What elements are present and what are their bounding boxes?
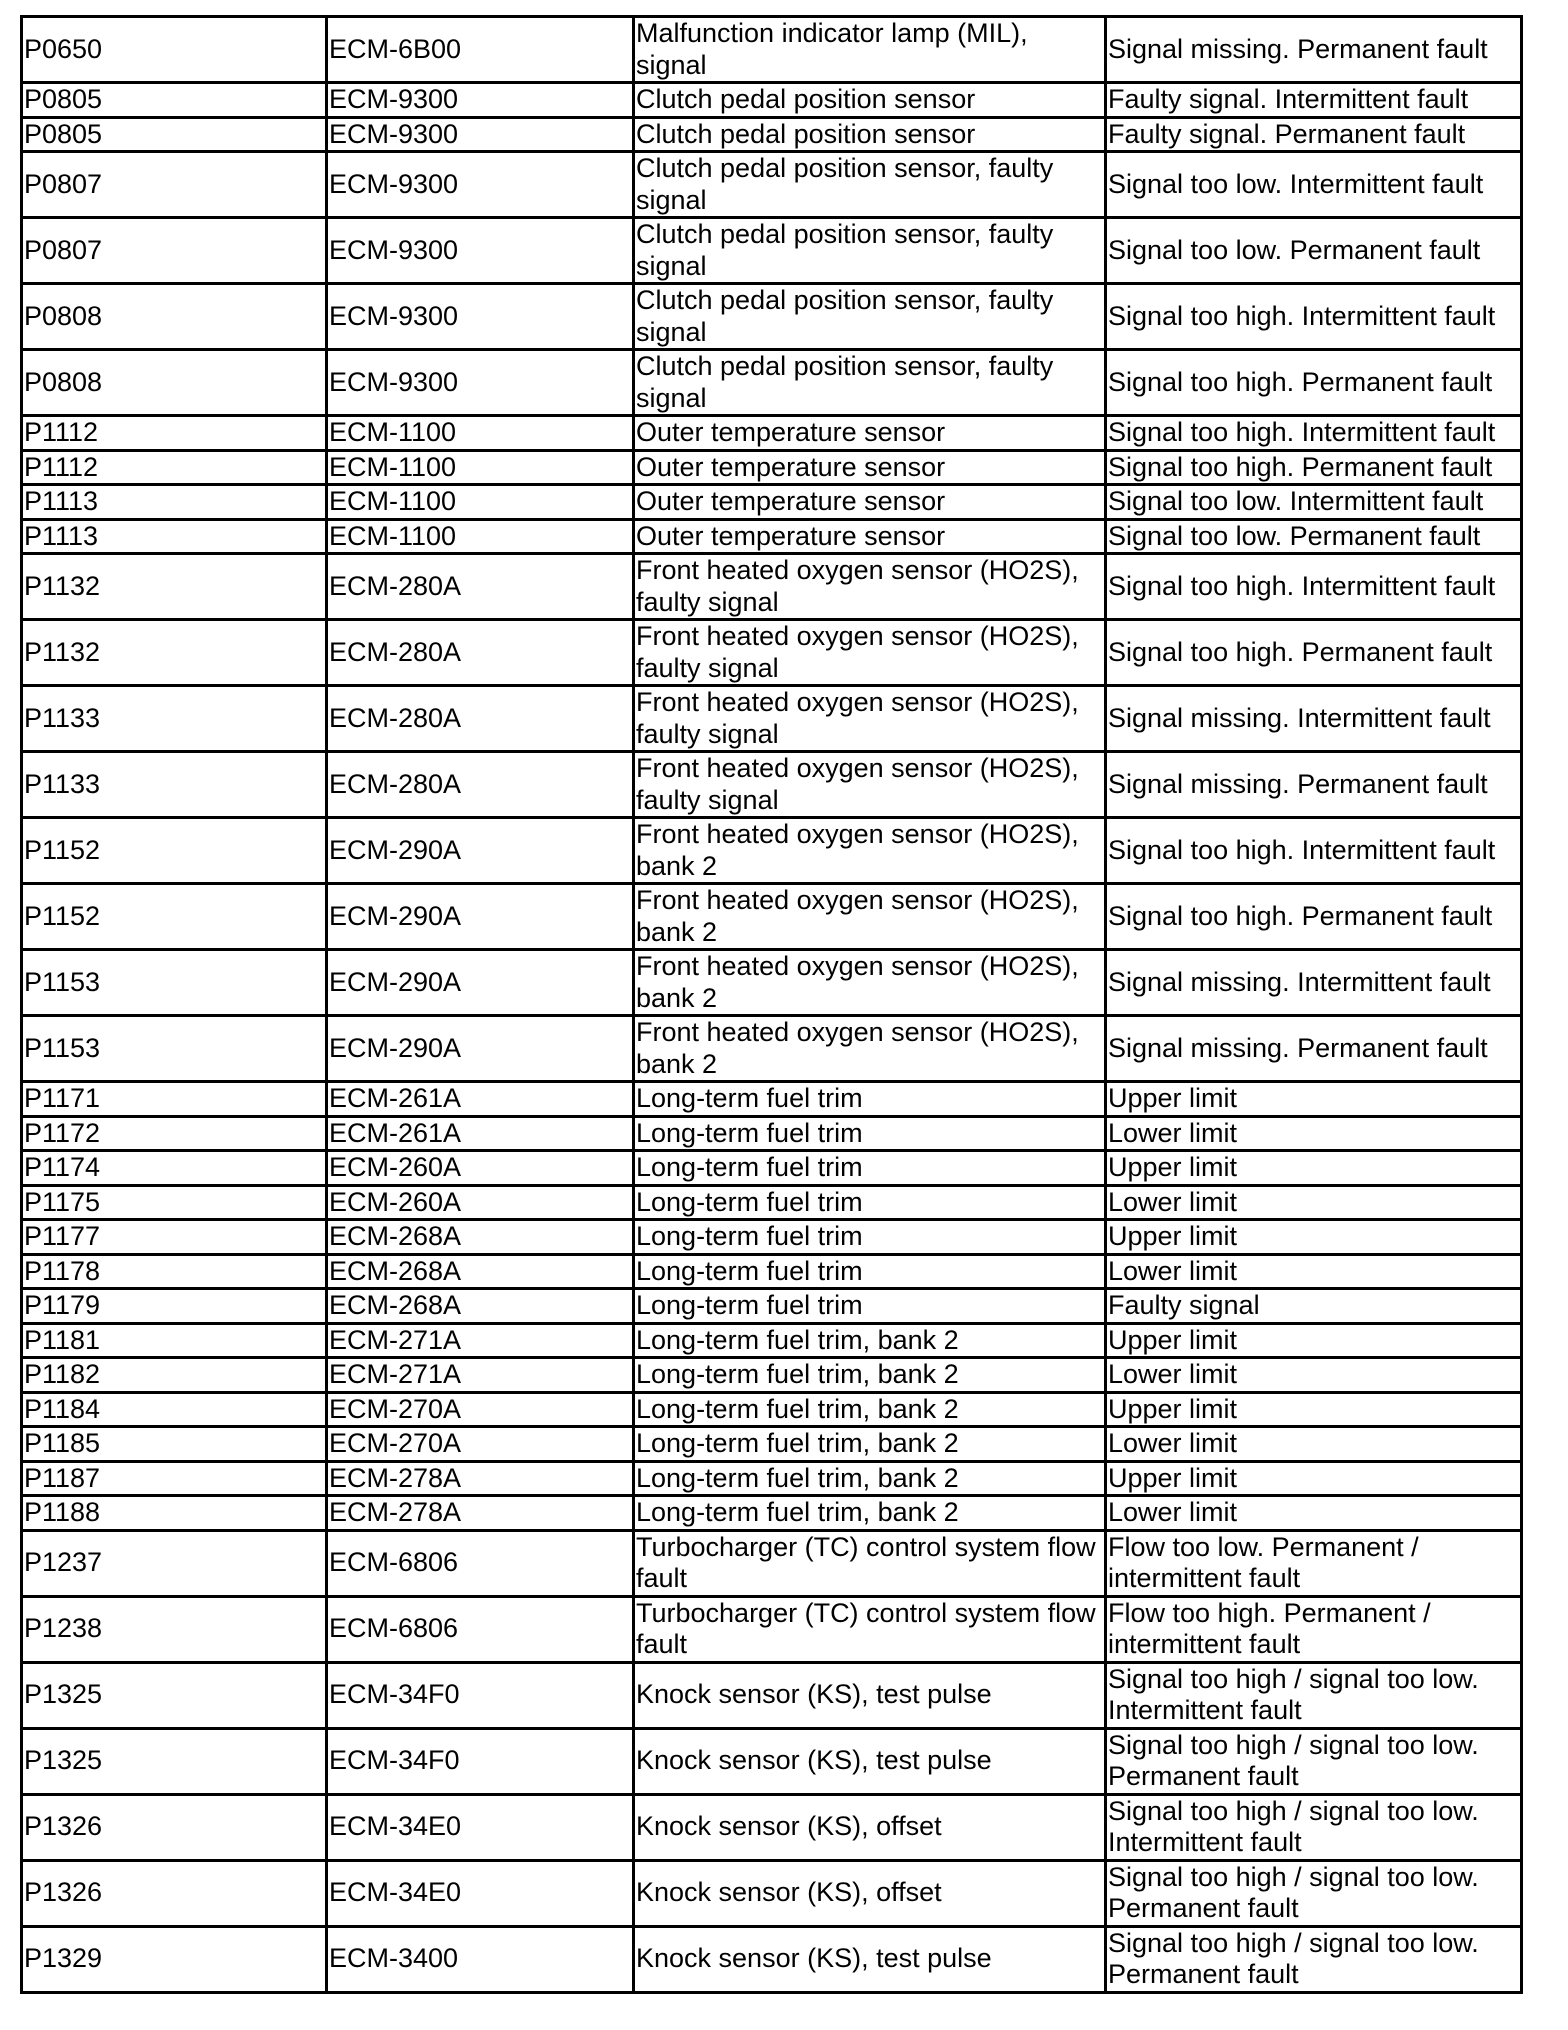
ecm-code-cell: ECM-1100 xyxy=(327,416,634,451)
fault-cell: Signal too low. Permanent fault xyxy=(1106,218,1522,284)
dtc-code-cell: P1182 xyxy=(22,1358,327,1393)
fault-cell: Signal too high / signal too low. Permanent fault xyxy=(1106,1728,1522,1794)
table-row xyxy=(22,818,1522,884)
table-row xyxy=(22,83,1522,118)
component-cell: Clutch pedal position sensor, faulty signal xyxy=(634,350,1106,416)
ecm-code-cell: ECM-268A xyxy=(327,1289,634,1324)
dtc-code-cell: P1237 xyxy=(22,1530,327,1596)
table-row xyxy=(22,1794,1522,1860)
dtc-code-cell: P1185 xyxy=(22,1427,327,1462)
ecm-code-cell: ECM-34F0 xyxy=(327,1662,634,1728)
ecm-code-cell: ECM-290A xyxy=(327,950,634,1016)
component-cell: Clutch pedal position sensor xyxy=(634,83,1106,118)
dtc-code-cell: P0808 xyxy=(22,284,327,350)
component-cell: Long-term fuel trim xyxy=(634,1082,1106,1117)
dtc-code-cell: P1238 xyxy=(22,1596,327,1662)
component-cell: Long-term fuel trim, bank 2 xyxy=(634,1392,1106,1427)
fault-cell: Flow too high. Permanent / intermittent fault xyxy=(1106,1596,1522,1662)
fault-cell: Signal too high. Permanent fault xyxy=(1106,620,1522,686)
component-cell: Clutch pedal position sensor, faulty signal xyxy=(634,152,1106,218)
table-row xyxy=(22,1289,1522,1324)
table-row xyxy=(22,17,1522,83)
component-cell: Outer temperature sensor xyxy=(634,519,1106,554)
dtc-code-cell: P1325 xyxy=(22,1728,327,1794)
fault-cell: Signal too low. Permanent fault xyxy=(1106,519,1522,554)
ecm-code-cell: ECM-6806 xyxy=(327,1530,634,1596)
ecm-code-cell: ECM-270A xyxy=(327,1392,634,1427)
table-row xyxy=(22,1530,1522,1596)
ecm-code-cell: ECM-280A xyxy=(327,554,634,620)
ecm-code-cell: ECM-280A xyxy=(327,752,634,818)
dtc-code-cell: P1329 xyxy=(22,1926,327,1992)
table-row xyxy=(22,1151,1522,1186)
dtc-table-body xyxy=(22,17,1522,1993)
fault-cell: Signal too high. Permanent fault xyxy=(1106,450,1522,485)
ecm-code-cell: ECM-271A xyxy=(327,1323,634,1358)
component-cell: Front heated oxygen sensor (HO2S), bank 2 xyxy=(634,950,1106,1016)
component-cell: Knock sensor (KS), offset xyxy=(634,1860,1106,1926)
fault-cell: Signal too high. Permanent fault xyxy=(1106,350,1522,416)
fault-cell: Lower limit xyxy=(1106,1427,1522,1462)
fault-cell: Upper limit xyxy=(1106,1151,1522,1186)
dtc-code-cell: P1187 xyxy=(22,1461,327,1496)
ecm-code-cell: ECM-9300 xyxy=(327,284,634,350)
ecm-code-cell: ECM-290A xyxy=(327,818,634,884)
ecm-code-cell: ECM-3400 xyxy=(327,1926,634,1992)
component-cell: Clutch pedal position sensor, faulty signal xyxy=(634,218,1106,284)
dtc-code-cell: P0650 xyxy=(22,17,327,83)
component-cell: Long-term fuel trim xyxy=(634,1220,1106,1255)
component-cell: Long-term fuel trim xyxy=(634,1289,1106,1324)
table-row xyxy=(22,1323,1522,1358)
component-cell: Turbocharger (TC) control system flow fault xyxy=(634,1596,1106,1662)
component-cell: Malfunction indicator lamp (MIL), signal xyxy=(634,17,1106,83)
dtc-code-cell: P1132 xyxy=(22,554,327,620)
dtc-code-cell: P0807 xyxy=(22,218,327,284)
dtc-code-cell: P1133 xyxy=(22,752,327,818)
fault-cell: Signal too high. Permanent fault xyxy=(1106,884,1522,950)
fault-cell: Signal too high. Intermittent fault xyxy=(1106,284,1522,350)
component-cell: Outer temperature sensor xyxy=(634,485,1106,520)
fault-cell: Lower limit xyxy=(1106,1116,1522,1151)
ecm-code-cell: ECM-34F0 xyxy=(327,1728,634,1794)
dtc-code-cell: P1113 xyxy=(22,485,327,520)
dtc-code-cell: P0807 xyxy=(22,152,327,218)
ecm-code-cell: ECM-278A xyxy=(327,1496,634,1531)
component-cell: Clutch pedal position sensor xyxy=(634,117,1106,152)
ecm-code-cell: ECM-34E0 xyxy=(327,1860,634,1926)
fault-cell: Upper limit xyxy=(1106,1220,1522,1255)
table-row xyxy=(22,1220,1522,1255)
component-cell: Clutch pedal position sensor, faulty signal xyxy=(634,284,1106,350)
ecm-code-cell: ECM-1100 xyxy=(327,485,634,520)
ecm-code-cell: ECM-290A xyxy=(327,1016,634,1082)
component-cell: Long-term fuel trim, bank 2 xyxy=(634,1427,1106,1462)
fault-cell: Flow too low. Permanent / intermittent fault xyxy=(1106,1530,1522,1596)
ecm-code-cell: ECM-271A xyxy=(327,1358,634,1393)
dtc-code-cell: P1112 xyxy=(22,416,327,451)
table-row xyxy=(22,620,1522,686)
dtc-code-cell: P0805 xyxy=(22,117,327,152)
table-row xyxy=(22,1461,1522,1496)
dtc-code-cell: P1112 xyxy=(22,450,327,485)
table-row xyxy=(22,1427,1522,1462)
fault-cell: Lower limit xyxy=(1106,1254,1522,1289)
component-cell: Front heated oxygen sensor (HO2S), bank 2 xyxy=(634,1016,1106,1082)
dtc-code-cell: P1178 xyxy=(22,1254,327,1289)
ecm-code-cell: ECM-268A xyxy=(327,1220,634,1255)
dtc-code-cell: P1175 xyxy=(22,1185,327,1220)
component-cell: Outer temperature sensor xyxy=(634,450,1106,485)
dtc-code-cell: P1172 xyxy=(22,1116,327,1151)
table-row xyxy=(22,450,1522,485)
fault-cell: Upper limit xyxy=(1106,1323,1522,1358)
dtc-code-cell: P1174 xyxy=(22,1151,327,1186)
ecm-code-cell: ECM-268A xyxy=(327,1254,634,1289)
table-row xyxy=(22,686,1522,752)
fault-cell: Signal too high. Intermittent fault xyxy=(1106,554,1522,620)
table-row xyxy=(22,1662,1522,1728)
dtc-code-cell: P1153 xyxy=(22,950,327,1016)
dtc-code-cell: P1152 xyxy=(22,818,327,884)
fault-cell: Signal too low. Intermittent fault xyxy=(1106,152,1522,218)
component-cell: Long-term fuel trim, bank 2 xyxy=(634,1323,1106,1358)
dtc-code-cell: P1171 xyxy=(22,1082,327,1117)
component-cell: Front heated oxygen sensor (HO2S), faulty signal xyxy=(634,620,1106,686)
fault-cell: Signal missing. Intermittent fault xyxy=(1106,950,1522,1016)
dtc-code-cell: P1177 xyxy=(22,1220,327,1255)
fault-cell: Lower limit xyxy=(1106,1358,1522,1393)
component-cell: Front heated oxygen sensor (HO2S), faulty signal xyxy=(634,686,1106,752)
table-row xyxy=(22,1926,1522,1992)
ecm-code-cell: ECM-261A xyxy=(327,1116,634,1151)
dtc-code-cell: P1184 xyxy=(22,1392,327,1427)
fault-cell: Signal missing. Intermittent fault xyxy=(1106,686,1522,752)
dtc-code-cell: P1181 xyxy=(22,1323,327,1358)
dtc-code-cell: P1113 xyxy=(22,519,327,554)
dtc-code-cell: P1179 xyxy=(22,1289,327,1324)
table-row xyxy=(22,554,1522,620)
ecm-code-cell: ECM-280A xyxy=(327,686,634,752)
fault-cell: Signal too low. Intermittent fault xyxy=(1106,485,1522,520)
table-row xyxy=(22,1254,1522,1289)
dtc-code-cell: P1133 xyxy=(22,686,327,752)
fault-cell: Signal too high / signal too low. Intermittent fault xyxy=(1106,1794,1522,1860)
fault-cell: Signal too high / signal too low. Intermittent fault xyxy=(1106,1662,1522,1728)
dtc-code-cell: P1326 xyxy=(22,1860,327,1926)
dtc-code-cell: P1153 xyxy=(22,1016,327,1082)
table-row xyxy=(22,1596,1522,1662)
ecm-code-cell: ECM-270A xyxy=(327,1427,634,1462)
table-row xyxy=(22,284,1522,350)
ecm-code-cell: ECM-290A xyxy=(327,884,634,950)
table-row xyxy=(22,1185,1522,1220)
table-row xyxy=(22,1016,1522,1082)
table-row xyxy=(22,1496,1522,1531)
table-row xyxy=(22,884,1522,950)
table-row xyxy=(22,1860,1522,1926)
component-cell: Front heated oxygen sensor (HO2S), bank 2 xyxy=(634,884,1106,950)
table-row xyxy=(22,416,1522,451)
fault-cell: Signal too high / signal too low. Permanent fault xyxy=(1106,1860,1522,1926)
component-cell: Long-term fuel trim xyxy=(634,1151,1106,1186)
table-row xyxy=(22,152,1522,218)
component-cell: Long-term fuel trim xyxy=(634,1116,1106,1151)
ecm-code-cell: ECM-278A xyxy=(327,1461,634,1496)
ecm-code-cell: ECM-6B00 xyxy=(327,17,634,83)
ecm-code-cell: ECM-9300 xyxy=(327,218,634,284)
fault-cell: Faulty signal. Intermittent fault xyxy=(1106,83,1522,118)
component-cell: Long-term fuel trim, bank 2 xyxy=(634,1358,1106,1393)
table-row xyxy=(22,485,1522,520)
dtc-code-cell: P1152 xyxy=(22,884,327,950)
ecm-code-cell: ECM-1100 xyxy=(327,519,634,554)
table-row xyxy=(22,1392,1522,1427)
component-cell: Long-term fuel trim xyxy=(634,1185,1106,1220)
component-cell: Long-term fuel trim, bank 2 xyxy=(634,1461,1106,1496)
table-row xyxy=(22,752,1522,818)
ecm-code-cell: ECM-9300 xyxy=(327,350,634,416)
ecm-code-cell: ECM-6806 xyxy=(327,1596,634,1662)
ecm-code-cell: ECM-9300 xyxy=(327,117,634,152)
fault-cell: Signal missing. Permanent fault xyxy=(1106,17,1522,83)
ecm-code-cell: ECM-280A xyxy=(327,620,634,686)
dtc-code-cell: P0805 xyxy=(22,83,327,118)
table-row xyxy=(22,1728,1522,1794)
table-row xyxy=(22,1358,1522,1393)
component-cell: Turbocharger (TC) control system flow fault xyxy=(634,1530,1106,1596)
fault-cell: Signal too high. Intermittent fault xyxy=(1106,818,1522,884)
component-cell: Front heated oxygen sensor (HO2S), faulty signal xyxy=(634,752,1106,818)
component-cell: Long-term fuel trim, bank 2 xyxy=(634,1496,1106,1531)
fault-cell: Lower limit xyxy=(1106,1185,1522,1220)
ecm-code-cell: ECM-1100 xyxy=(327,450,634,485)
component-cell: Knock sensor (KS), test pulse xyxy=(634,1728,1106,1794)
fault-cell: Signal missing. Permanent fault xyxy=(1106,1016,1522,1082)
fault-cell: Signal missing. Permanent fault xyxy=(1106,752,1522,818)
fault-cell: Signal too high. Intermittent fault xyxy=(1106,416,1522,451)
table-row xyxy=(22,519,1522,554)
component-cell: Knock sensor (KS), test pulse xyxy=(634,1926,1106,1992)
component-cell: Front heated oxygen sensor (HO2S), faulty signal xyxy=(634,554,1106,620)
component-cell: Long-term fuel trim xyxy=(634,1254,1106,1289)
dtc-table xyxy=(20,15,1523,1994)
fault-cell: Faulty signal xyxy=(1106,1289,1522,1324)
fault-cell: Faulty signal. Permanent fault xyxy=(1106,117,1522,152)
table-row xyxy=(22,1082,1522,1117)
component-cell: Knock sensor (KS), test pulse xyxy=(634,1662,1106,1728)
ecm-code-cell: ECM-260A xyxy=(327,1185,634,1220)
ecm-code-cell: ECM-260A xyxy=(327,1151,634,1186)
table-row xyxy=(22,218,1522,284)
fault-cell: Upper limit xyxy=(1106,1392,1522,1427)
dtc-code-cell: P1188 xyxy=(22,1496,327,1531)
ecm-code-cell: ECM-261A xyxy=(327,1082,634,1117)
table-row xyxy=(22,1116,1522,1151)
component-cell: Knock sensor (KS), offset xyxy=(634,1794,1106,1860)
fault-cell: Upper limit xyxy=(1106,1082,1522,1117)
component-cell: Front heated oxygen sensor (HO2S), bank 2 xyxy=(634,818,1106,884)
component-cell: Outer temperature sensor xyxy=(634,416,1106,451)
table-row xyxy=(22,117,1522,152)
dtc-code-cell: P1325 xyxy=(22,1662,327,1728)
dtc-code-cell: P1326 xyxy=(22,1794,327,1860)
ecm-code-cell: ECM-9300 xyxy=(327,152,634,218)
dtc-code-cell: P0808 xyxy=(22,350,327,416)
fault-cell: Signal too high / signal too low. Permanent fault xyxy=(1106,1926,1522,1992)
fault-cell: Lower limit xyxy=(1106,1496,1522,1531)
table-row xyxy=(22,350,1522,416)
fault-cell: Upper limit xyxy=(1106,1461,1522,1496)
dtc-code-cell: P1132 xyxy=(22,620,327,686)
ecm-code-cell: ECM-9300 xyxy=(327,83,634,118)
ecm-code-cell: ECM-34E0 xyxy=(327,1794,634,1860)
table-row xyxy=(22,950,1522,1016)
